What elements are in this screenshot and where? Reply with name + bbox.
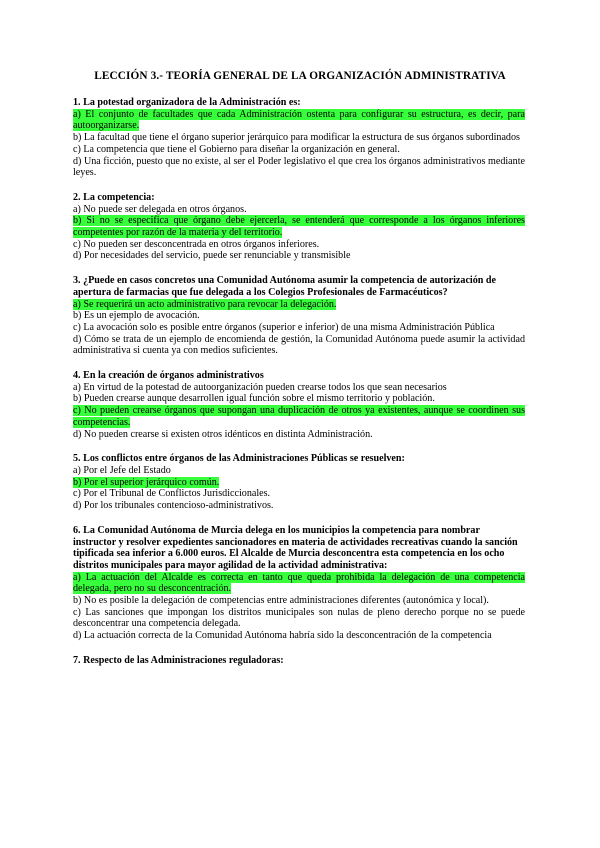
answer-option: [73, 334, 525, 357]
answer-option-text: b) La facultad que tiene el órgano superior jerárquico para modificar la estructura de sus órganos subordinados: [73, 132, 520, 144]
answer-option-highlighted: [73, 405, 525, 428]
question-7: [73, 655, 525, 667]
question-5: [73, 453, 525, 512]
answer-option-text: d) La actuación correcta de la Comunidad Autónoma habría sido la desconcentración de la competencia: [73, 630, 492, 642]
answer-option: [73, 393, 525, 405]
answer-option-text: c) Por el Tribunal de Conflictos Jurisdiccionales.: [73, 488, 271, 500]
answer-option-text: a) Por el Jefe del Estado: [73, 464, 171, 476]
answer-option-text: a) El conjunto de facultades que cada Administración ostenta para configurar su estructura, es decir, para autoorganizarse.: [73, 108, 525, 132]
answer-option-highlighted: [73, 572, 525, 595]
question-heading: 6. La Comunidad Autónoma de Murcia delega en los municipios la competencia para nombrar instructor y resolver expedientes sancionadores en materia de actividades recreativas cuando la sanción tipificada sea inferior a 6.000 euros. El Alcalde de Murcia desconcentra esta competencia en los ocho distritos municipales para mayor agilidad de la actividad administrativa:: [73, 524, 518, 571]
answer-option-text: d) No pueden crearse si existen otros idénticos en distinta Administración.: [73, 428, 373, 440]
answer-option-text: a) En virtud de la potestad de autoorganización pueden crearse todos los que sean necesarios: [73, 381, 447, 393]
answer-option-text: a) La actuación del Alcalde es correcta en tanto que queda prohibida la delegación de una competencia delegada, pero no su desconcentración.: [73, 571, 525, 595]
question-heading: 4. En la creación de órganos administrativos: [73, 370, 264, 382]
answer-option: [73, 607, 525, 630]
answer-option-text: c) La avocación solo es posible entre órganos (superior e inferior) de una misma Administración Pública: [73, 321, 495, 333]
question-heading: 5. Los conflictos entre órganos de las Administraciones Públicas se resuelven:: [73, 453, 405, 465]
question-heading: 1. La potestad organizadora de la Administración es:: [73, 97, 301, 108]
answer-option-highlighted: [73, 477, 525, 489]
question-1: [73, 97, 525, 179]
answer-option-text: d) Cómo se trata de un ejemplo de encomienda de gestión, la Comunidad Autónoma puede asumir la actividad administrativa si cuenta ya con medios suficientes.: [73, 333, 525, 357]
question-heading: 7. Respecto de las Administraciones reguladoras:: [73, 654, 284, 666]
answer-option-text: c) Las sanciones que impongan los distritos municipales son nulas de pleno derecho porque no se puede desconcentrar una competencia delegada.: [73, 606, 525, 630]
answer-option-highlighted: [73, 299, 525, 311]
answer-option: [73, 156, 525, 179]
answer-option: [73, 488, 525, 500]
answer-option-text: d) Una ficción, puesto que no existe, al ser el Poder legislativo el que crea los órganos administrativos mediante leyes.: [73, 155, 525, 179]
question-heading: 3. ¿Puede en casos concretos una Comunidad Autónoma asumir la competencia de autorización de apertura de farmacias que fue delegada a los Colegios Profesionales de Farmacéuticos?: [73, 275, 497, 298]
answer-option: [73, 310, 525, 322]
answer-option: [73, 500, 525, 512]
answer-option: [73, 239, 525, 251]
answer-option-text: d) Por los tribunales contencioso-administrativos.: [73, 500, 274, 512]
page-title: LECCIÓN 3.- TEORÍA GENERAL DE LA ORGANIZACIÓN ADMINISTRATIVA: [94, 70, 506, 82]
answer-option-text: b) Es un ejemplo de avocación.: [73, 310, 200, 322]
answer-option-text: b) Por el superior jerárquico común.: [73, 476, 220, 488]
answer-option-highlighted: [73, 109, 525, 132]
question-list: [73, 97, 525, 680]
answer-option-text: b) No es posible la delegación de competencias entre administraciones diferentes (autonómica y local).: [73, 595, 489, 607]
answer-option: [73, 204, 525, 216]
answer-option: [73, 250, 525, 262]
answer-option-text: c) No pueden ser desconcentrada en otros órganos inferiores.: [73, 238, 320, 250]
answer-option-text: d) Por necesidades del servicio, puede ser renunciable y transmisible: [73, 250, 351, 262]
question-heading: 2. La competencia:: [73, 191, 155, 203]
answer-option: [73, 465, 525, 477]
answer-option-text: b) Pueden crearse aunque desarrollen igual función sobre el mismo territorio y población.: [73, 393, 435, 405]
question-6: [73, 525, 525, 642]
answer-option: [73, 429, 525, 441]
answer-option: [73, 630, 525, 642]
answer-option: [73, 144, 525, 156]
answer-option-text: c) La competencia que tiene el Gobierno para diseñar la organización en general.: [73, 143, 400, 155]
answer-option-text: a) Se requerirá un acto administrativo para revocar la delegación.: [73, 298, 337, 310]
answer-option: [73, 132, 525, 144]
answer-option-text: a) No puede ser delegada en otros órganos.: [73, 203, 247, 215]
answer-option-text: b) Si no se especifica que órgano debe ejercerla, se entenderá que corresponde a los órganos inferiores competentes por razón de la materia y del territorio.: [73, 215, 525, 239]
question-2: [73, 192, 525, 262]
answer-option-text: c) No pueden crearse órganos que supongan una duplicación de otros ya existentes, aunque se coordinen sus competencias.: [73, 405, 525, 428]
answer-option: [73, 595, 525, 607]
answer-option: [73, 322, 525, 334]
answer-option-highlighted: [73, 215, 525, 238]
answer-option: [73, 382, 525, 394]
question-4: [73, 370, 525, 440]
question-3: [73, 275, 525, 357]
